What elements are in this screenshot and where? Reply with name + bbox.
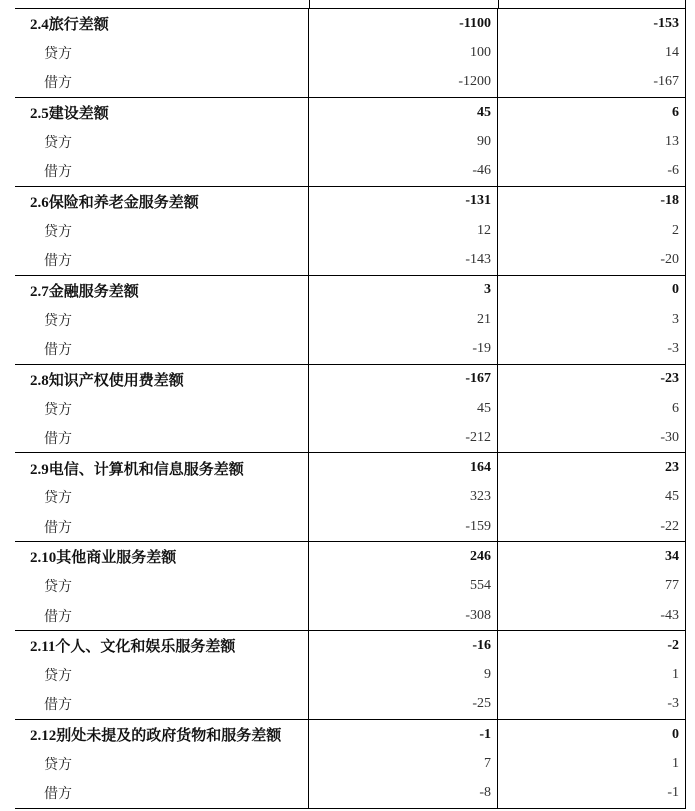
table-row (15, 779, 686, 808)
value-col-2: 2 (497, 216, 686, 245)
row-label: 借方 (44, 341, 72, 358)
row-label: 贷方 (44, 401, 72, 418)
table-row (15, 661, 686, 690)
table-row (15, 156, 686, 185)
value-col-1: -1 (308, 720, 497, 749)
value-col-1: 9 (308, 661, 497, 690)
row-label: 2.5建设差额 (30, 106, 109, 123)
row-label: 贷方 (44, 45, 72, 62)
table-row-header (15, 276, 686, 305)
value-col-1: 45 (308, 394, 497, 423)
table-row-header (15, 9, 686, 38)
table-top-border-stub (15, 0, 686, 8)
value-col-2: -2 (497, 631, 686, 660)
row-label: 借方 (44, 253, 72, 270)
value-col-1: 554 (308, 572, 497, 601)
row-label: 2.9电信、计算机和信息服务差额 (30, 461, 244, 478)
table-row-header (15, 631, 686, 660)
table-group (15, 275, 686, 364)
value-col-2: -3 (497, 690, 686, 719)
row-label: 2.8知识产权使用费差额 (30, 372, 184, 389)
row-label: 借方 (44, 75, 72, 92)
value-col-2: -22 (497, 512, 686, 541)
row-label: 2.7金融服务差额 (30, 283, 139, 300)
row-label: 借方 (44, 164, 72, 181)
value-col-2: 6 (497, 98, 686, 127)
value-col-2: 14 (497, 38, 686, 67)
value-col-2: 1 (497, 661, 686, 690)
value-col-1: -159 (308, 512, 497, 541)
table-row (15, 690, 686, 719)
value-col-2: 6 (497, 394, 686, 423)
value-col-2: -43 (497, 601, 686, 630)
row-label: 贷方 (44, 668, 72, 685)
value-col-2: 1 (497, 749, 686, 778)
value-col-1: 12 (308, 216, 497, 245)
row-label: 借方 (44, 519, 72, 536)
value-col-1: 21 (308, 305, 497, 334)
row-label: 2.6保险和养老金服务差额 (30, 194, 199, 211)
row-label: 贷方 (44, 579, 72, 596)
table-row (15, 512, 686, 541)
value-col-1: 90 (308, 127, 497, 156)
value-col-2: 3 (497, 305, 686, 334)
row-label: 贷方 (44, 134, 72, 151)
table-row (15, 38, 686, 67)
value-col-2: -167 (497, 68, 686, 97)
value-col-1: -167 (308, 365, 497, 394)
value-col-1: -1100 (308, 9, 497, 38)
balance-table (15, 0, 686, 809)
row-label: 借方 (44, 608, 72, 625)
value-col-2: 0 (497, 720, 686, 749)
table-row (15, 394, 686, 423)
table-group (15, 186, 686, 275)
row-label: 2.12别处未提及的政府货物和服务差额 (30, 728, 282, 745)
value-col-1: 3 (308, 276, 497, 305)
table-row-header (15, 98, 686, 127)
value-col-2: -1 (497, 779, 686, 808)
table-group (15, 452, 686, 541)
table-row (15, 749, 686, 778)
table-row-header (15, 720, 686, 749)
value-col-1: -19 (308, 334, 497, 363)
row-label: 贷方 (44, 312, 72, 329)
value-col-1: -131 (308, 187, 497, 216)
row-label: 贷方 (44, 490, 72, 507)
value-col-1: 100 (308, 38, 497, 67)
table-row (15, 68, 686, 97)
table-row (15, 334, 686, 363)
table-group (15, 8, 686, 97)
value-col-2: 45 (497, 483, 686, 512)
row-label: 2.4旅行差额 (30, 17, 109, 34)
column-divider (309, 0, 310, 8)
value-col-1: -25 (308, 690, 497, 719)
value-col-2: 77 (497, 572, 686, 601)
table-row-header (15, 542, 686, 571)
value-col-2: -6 (497, 156, 686, 185)
value-col-1: -8 (308, 779, 497, 808)
table-row-header (15, 453, 686, 482)
value-col-2: -18 (497, 187, 686, 216)
table-row (15, 423, 686, 452)
value-col-2: 13 (497, 127, 686, 156)
value-col-2: 34 (497, 542, 686, 571)
table-row (15, 572, 686, 601)
value-col-2: -23 (497, 365, 686, 394)
value-col-1: -16 (308, 631, 497, 660)
value-col-2: 23 (497, 453, 686, 482)
row-label: 借方 (44, 697, 72, 714)
value-col-1: 246 (308, 542, 497, 571)
value-col-1: -143 (308, 245, 497, 274)
value-col-1: 164 (308, 453, 497, 482)
table-group (15, 630, 686, 719)
row-label: 借方 (44, 786, 72, 803)
table-row-header (15, 365, 686, 394)
table-group (15, 719, 686, 809)
column-divider (498, 0, 499, 8)
table-row (15, 216, 686, 245)
table-row (15, 127, 686, 156)
row-label: 2.11个人、文化和娱乐服务差额 (30, 639, 236, 656)
value-col-1: 45 (308, 98, 497, 127)
value-col-1: -46 (308, 156, 497, 185)
value-col-1: 7 (308, 749, 497, 778)
table-body (15, 8, 686, 809)
row-label: 2.10其他商业服务差额 (30, 550, 177, 567)
value-col-2: -153 (497, 9, 686, 38)
value-col-2: -3 (497, 334, 686, 363)
value-col-1: -308 (308, 601, 497, 630)
table-group (15, 364, 686, 453)
table-group (15, 541, 686, 630)
value-col-2: 0 (497, 276, 686, 305)
table-row (15, 245, 686, 274)
value-col-2: -30 (497, 423, 686, 452)
row-label: 贷方 (44, 757, 72, 774)
value-col-2: -20 (497, 245, 686, 274)
value-col-1: -1200 (308, 68, 497, 97)
table-row-header (15, 187, 686, 216)
value-col-1: -212 (308, 423, 497, 452)
table-group (15, 97, 686, 186)
table-row (15, 305, 686, 334)
row-label: 借方 (44, 430, 72, 447)
table-row (15, 483, 686, 512)
value-col-1: 323 (308, 483, 497, 512)
table-row (15, 601, 686, 630)
row-label: 贷方 (44, 223, 72, 240)
